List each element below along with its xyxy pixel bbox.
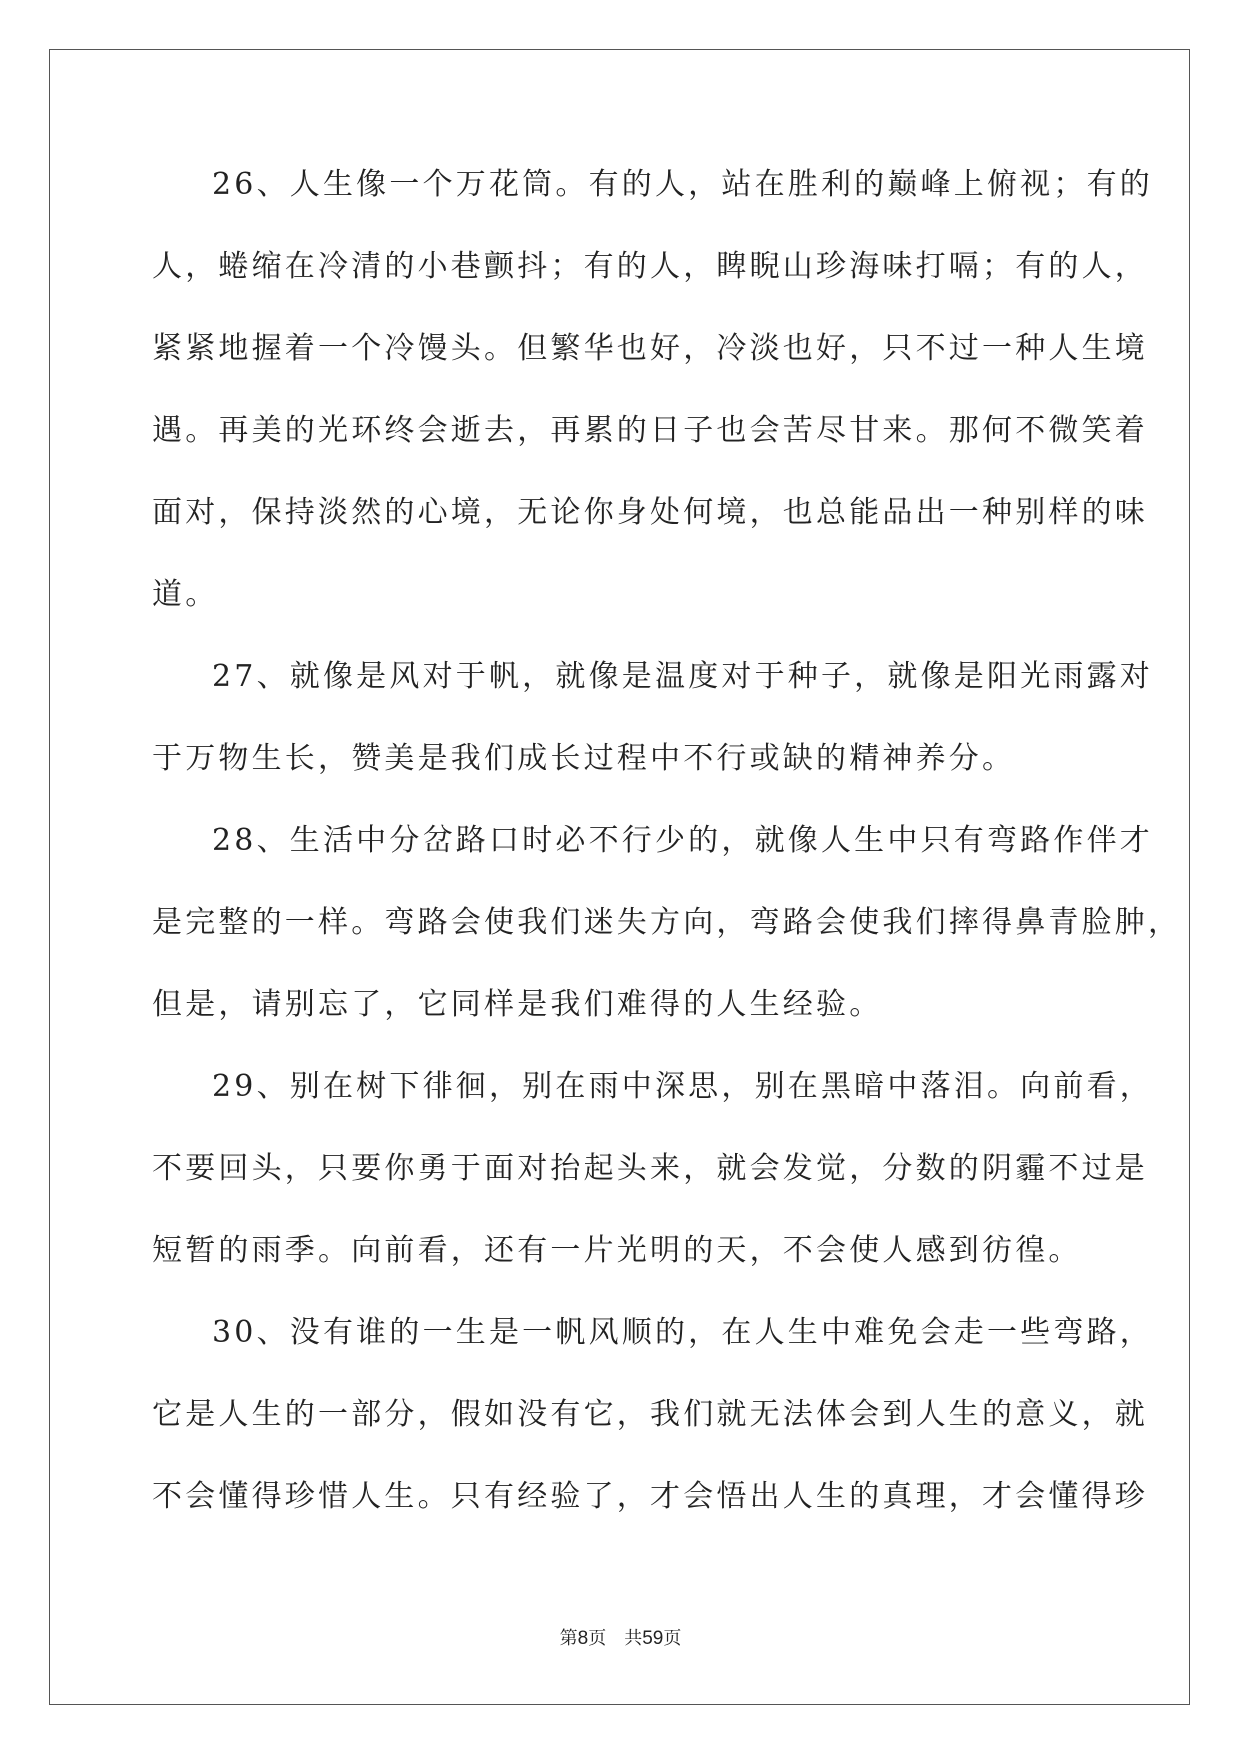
text-line: 短暂的雨季。向前看，还有一片光明的天，不会使人感到彷徨。 [152,1233,1082,1268]
text-line: 紧紧地握着一个冷馒头。但繁华也好，冷淡也好，只不过一种人生境 [152,331,1148,366]
text-line: 面对，保持淡然的心境，无论你身处何境，也总能品出一种别样的味 [152,495,1148,530]
total-pages: 59 [642,1628,664,1649]
total-prefix: 共 [624,1628,643,1649]
text-line: 30、没有谁的一生是一帆风顺的，在人生中难免会走一些弯路， [212,1315,1153,1350]
text-line: 但是，请别忘了，它同样是我们难得的人生经验。 [152,987,883,1022]
page-suffix: 页 [588,1628,607,1649]
text-line: 不会懂得珍惜人生。只有经验了，才会悟出人生的真理，才会懂得珍 [152,1479,1148,1514]
document-body [152,160,1182,1554]
page-number: 8 [577,1628,589,1649]
total-suffix: 页 [663,1628,682,1649]
text-line: 是完整的一样。弯路会使我们迷失方向，弯路会使我们摔得鼻青脸肿， [152,905,1182,940]
text-line: 道。 [152,577,219,612]
text-line: 于万物生长，赞美是我们成长过程中不行或缺的精神养分。 [152,741,1016,776]
text-line: 26、人生像一个万花筒。有的人，站在胜利的巅峰上俯视；有的 [212,167,1153,202]
text-line: 遇。再美的光环终会逝去，再累的日子也会苦尽甘来。那何不微笑着 [152,413,1148,448]
text-line: 29、别在树下徘徊，别在雨中深思，别在黑暗中落泪。向前看， [212,1069,1153,1104]
text-line: 人，蜷缩在冷清的小巷颤抖；有的人，睥睨山珍海味打嗝；有的人， [152,249,1148,284]
text-line: 不要回头，只要你勇于面对抬起头来，就会发觉，分数的阴霾不过是 [152,1151,1148,1186]
text-line: 它是人生的一部分，假如没有它，我们就无法体会到人生的意义，就 [152,1397,1148,1432]
page-prefix: 第 [559,1628,578,1649]
page-footer [0,1624,1241,1650]
text-line: 28、生活中分岔路口时必不行少的，就像人生中只有弯路作伴才 [212,823,1153,858]
text-line: 27、就像是风对于帆，就像是温度对于种子，就像是阳光雨露对 [212,659,1153,694]
